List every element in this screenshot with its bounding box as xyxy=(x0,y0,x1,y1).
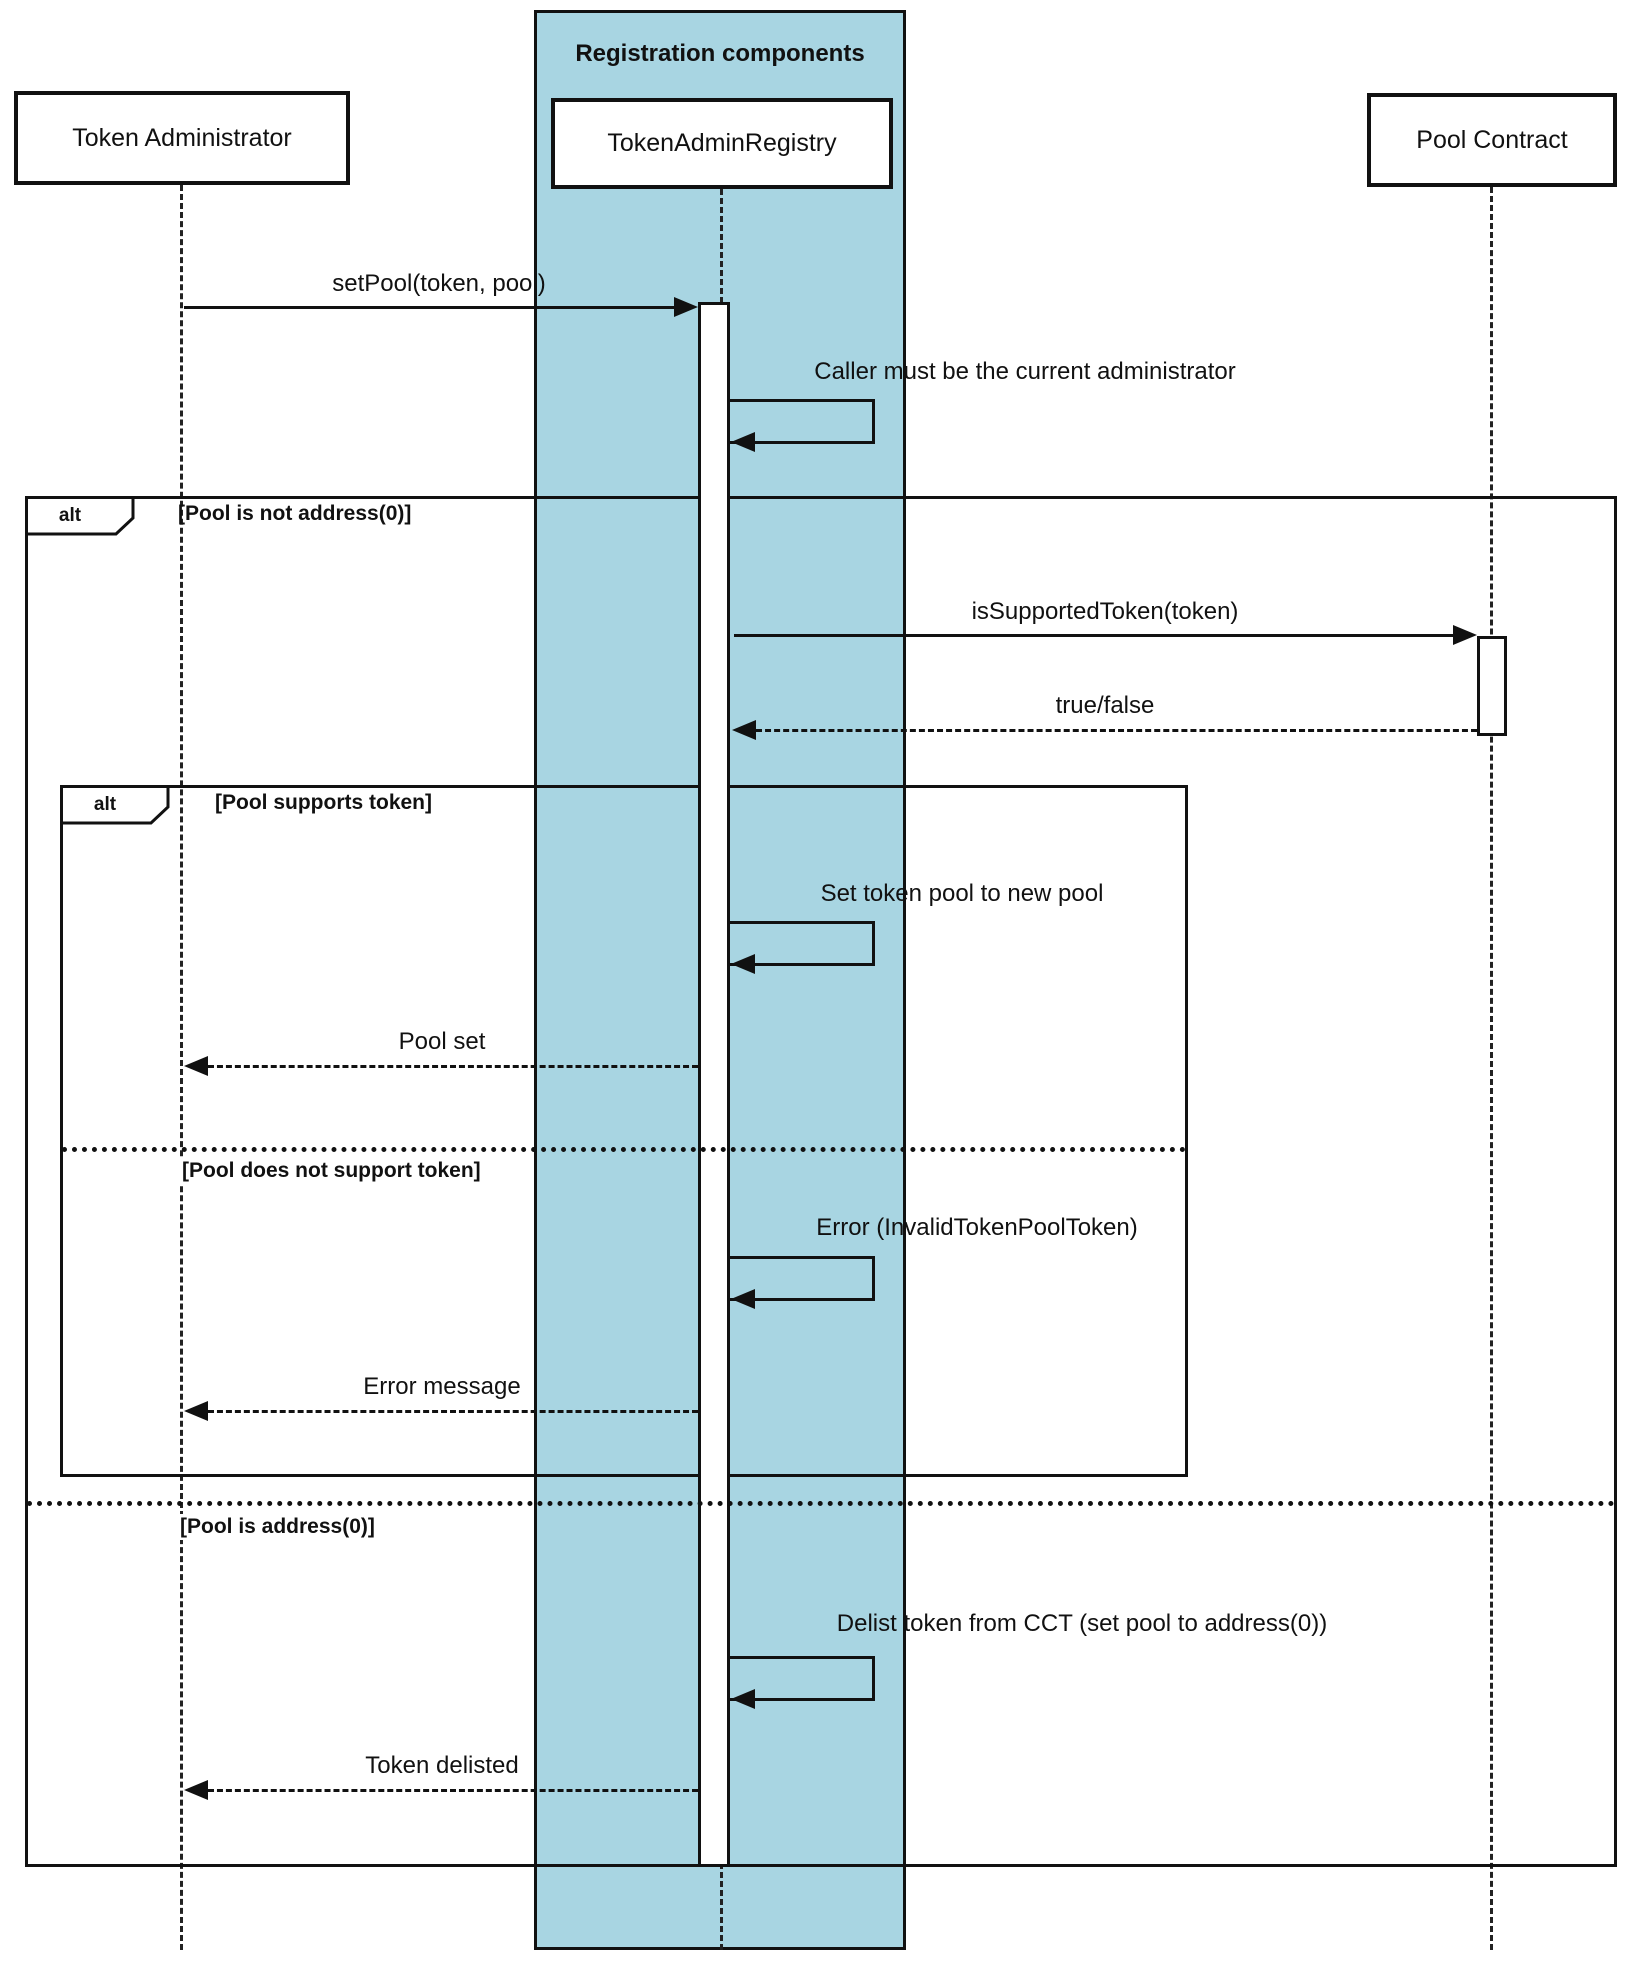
arrowhead-left-icon xyxy=(731,1289,755,1309)
participant-label: Pool Contract xyxy=(1416,125,1568,154)
message-pool-set-line xyxy=(208,1065,698,1068)
participant-label: Token Administrator xyxy=(72,123,292,152)
alt-inner-condition-2: [Pool does not support token] xyxy=(176,1158,487,1184)
arrowhead-right-icon xyxy=(1453,625,1477,645)
message-is-supported-line xyxy=(734,634,1455,637)
participant-pool-contract xyxy=(1367,93,1617,187)
message-error-message-label: Error message xyxy=(363,1373,521,1400)
band-title: Registration components xyxy=(575,40,865,67)
message-set-token-pool-label: Set token pool to new pool xyxy=(820,880,1104,907)
arrowhead-right-icon xyxy=(674,297,698,317)
arrowhead-left-icon xyxy=(732,720,756,740)
alt-inner-divider xyxy=(62,1147,1186,1152)
arrowhead-left-icon xyxy=(731,1689,755,1709)
message-token-delisted-label: Token delisted xyxy=(365,1752,519,1779)
message-error-message-line xyxy=(208,1410,698,1413)
message-error-invalid-label: Error (InvalidTokenPoolToken) xyxy=(816,1214,1138,1241)
alt-keyword-outer: alt xyxy=(58,505,82,526)
participant-label: TokenAdminRegistry xyxy=(607,129,837,157)
arrowhead-left-icon xyxy=(731,954,755,974)
arrowhead-left-icon xyxy=(731,432,755,452)
message-set-pool-line xyxy=(184,306,676,309)
activation-pool-contract xyxy=(1477,636,1507,736)
message-is-supported-label: isSupportedToken(token) xyxy=(971,598,1239,625)
message-set-pool-label: setPool(token, pool) xyxy=(332,270,546,297)
message-pool-set-label: Pool set xyxy=(398,1028,486,1055)
arrowhead-left-icon xyxy=(184,1780,208,1800)
alt-outer-condition-1: [Pool is not address(0)] xyxy=(178,502,412,525)
message-caller-check-label: Caller must be the current administrator xyxy=(814,358,1236,385)
alt-outer-condition-2: [Pool is address(0)] xyxy=(174,1514,381,1540)
message-delist-label: Delist token from CCT (set pool to address(0)) xyxy=(836,1610,1328,1637)
participant-token-administrator xyxy=(14,91,350,185)
alt-outer-divider xyxy=(27,1501,1615,1506)
alt-keyword-inner: alt xyxy=(93,794,117,815)
participant-token-admin-registry xyxy=(551,98,893,189)
message-true-false-line xyxy=(756,729,1477,732)
arrowhead-left-icon xyxy=(184,1056,208,1076)
message-true-false-label: true/false xyxy=(1055,692,1155,719)
activation-token-admin-registry xyxy=(698,302,730,1867)
arrowhead-left-icon xyxy=(184,1401,208,1421)
message-token-delisted-line xyxy=(208,1789,698,1792)
alt-inner-condition-1: [Pool supports token] xyxy=(215,791,432,814)
